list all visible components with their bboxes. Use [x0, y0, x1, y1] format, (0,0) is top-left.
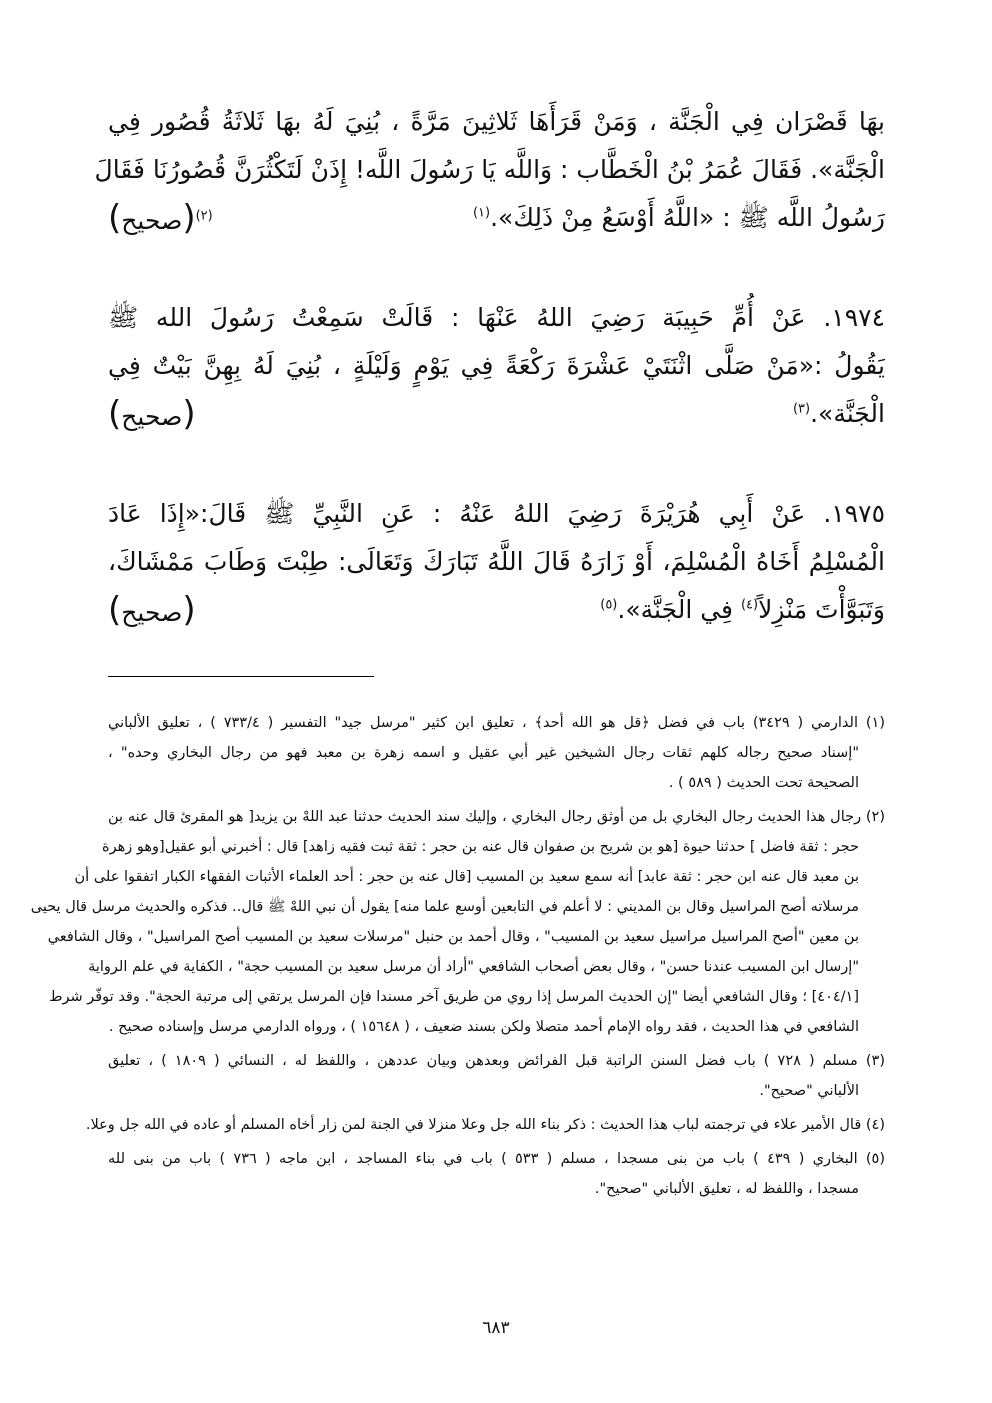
text-segment: وَتَبَوَّأْتَ مَنْزِلاً [758, 595, 885, 624]
text-segment: رَسُولُ اللَّه ﷺ : «اللَّهُ أَوْسَعُ مِنْ ذَلِكَ». [490, 203, 885, 232]
footnote-3 [108, 1046, 885, 1106]
text-line [108, 586, 885, 634]
text-line [108, 390, 885, 438]
footnote-line: الألباني "صحيح". [759, 1083, 859, 1099]
hadith-1973-continued [94, 98, 885, 242]
footnote-1 [108, 708, 885, 798]
footnote-5 [108, 1144, 885, 1204]
grade-text: صحيح [121, 402, 183, 431]
grade-label: $^{(٢)}$(صحيح) [108, 198, 213, 238]
hadith-1975 [108, 490, 885, 634]
footnote-line: مسجدا ، واللفظ له ، تعليق الألباني "صحيح". [594, 1181, 859, 1197]
footnote-line: "إرسال ابن المسيب عندنا حسن" ، وقال بعض أصحاب الشافعي "أراد أن مرسل سعيد بن المسيب حجة" ، الكفاية في علم الرواية [88, 959, 859, 975]
main-text [94, 98, 885, 686]
grade-text: صحيح [121, 206, 183, 235]
footnote-line: (٢) رجال هذا الحديث رجال البخاري بل من أوثق رجال البخاري ، وإليك سند الحديث حدثنا عبد اللهْ بن يزيد[ هو المقرئ قال عنه بن [108, 809, 885, 825]
footnote-line: مرسلاته أصح المراسيل وقال بن المديني : لا أعلم في التابعين أوسع علما منه] يقول أن نبي اللهْ ﷺ قال.. فذكره والحديث مرسل قال يحيى [30, 899, 859, 915]
footnote-2 [30, 802, 885, 1042]
footnote-line: (٤) قال الأمير علاء في ترجمته لباب هذا الحديث : ذكر بناء الله جل وعلا منزلا في الجنة لمن زار أخاه المسلم أو عاده في الله جل وعلا. [85, 1117, 885, 1133]
text-line [108, 194, 885, 242]
text-line: الْجَنَّة». فَقَالَ عُمَرُ بْنُ الْخَطَّاب : وَاللَّه يَا رَسُولَ اللَّه! إِذَنْ لَتَكْثُرَنَّ قُصُورُنَا فَقَالَ [94, 155, 885, 184]
footnote-line: "إسناد صحيح رجاله كلهم ثقات رجال الشيخين غير أبي عقيل و اسمه زهرة بن معبد فهو من رجال البخاري وحده" ، [108, 745, 859, 761]
footnote-line: بن معين "أصح المراسيل مراسيل سعيد بن المسيب" ، وقال أحمد بن حنبل "مرسلات سعيد بن المسيب أصح المراسيل" ، وقال الشافعي [47, 929, 859, 945]
footnote-line: (٥) البخاري ( ٤٣٩ ) باب من بنى مسجدا ، مسلم ( ٥٣٣ ) باب في بناء المساجد ، ابن ماجه ( ٧٣٦ ) باب من بنى لله [108, 1151, 885, 1167]
text-line: الْمُسْلِمُ أَخَاهُ الْمُسْلِمَ، أَوْ زَارَهُ قَالَ اللَّهُ تَبَارَكَ وَتَعَالَى: طِبْتَ وَطَابَ مَمْشَاكَ، [108, 547, 885, 576]
text-line: بهَا قَصْرَان فِي الْجَنَّة ، وَمَنْ قَرَأَهَا ثَلاثِينَ مَرَّةً ، بُنِيَ لَهُ بهَا ثَلاثَةُ قُصُور فِي [108, 107, 885, 136]
grade-text: صحيح [121, 598, 183, 627]
footnotes [30, 708, 885, 1208]
footnote-line: [٤٠٤/١] ؛ وقال الشافعي أيضا "إن الحديث المرسل إذا روي من طريق آخر مسندا فإن المرسل يرتقي إلى مرتبة الحجة". وقد توفّر شرط [49, 989, 859, 1005]
footnote-line: حجر : ثقة فاضل ] حدثنا حيوة [هو بن شريح بن صفوان قال عنه بن حجر : ثقة ثبت فقيه زاهد] قال : أخبرني أبو عقيل[وهو زهرة [102, 839, 859, 855]
text-line: ١٩٧٥. عَنْ أَبِي هُرَيْرَةَ رَضِيَ اللهُ عَنْهُ : عَنِ النَّبِيِّ ﷺ قَالَ:«إِذَا عَادَ [108, 499, 885, 528]
footnote-ref[interactable]: (٥) [600, 597, 618, 613]
footnote-line: الشافعي في هذا الحديث ، فقد رواه الإمام أحمد متصلا ولكن بسند ضعيف ، ( ١٥٦٤٨ ) ، ورواه الدارمي مرسل وإسناده صحيح . [108, 1019, 859, 1035]
grade-label: (صحيح) [108, 394, 196, 434]
grade-label: (صحيح) [108, 590, 196, 630]
text-line: ١٩٧٤. عَنْ أُمِّ حَبِيبَة رَضِيَ اللهُ عَنْهَا : قَالَتْ سَمِعْتُ رَسُولَ الله ﷺ [108, 303, 885, 332]
footnote-line: (٣) مسلم ( ٧٢٨ ) باب فضل السنن الراتبة قبل الفرائض وبعدهن وبيان عددهن ، واللفظ له ، النسائي ( ١٨٠٩ ) ، تعليق [108, 1053, 885, 1069]
footnote-line: الصحيحة تحت الحديث ( ٥٨٩ ) . [668, 775, 859, 791]
footnote-ref[interactable]: (٤) [740, 597, 759, 613]
page-number: ٦٨٣ [482, 1318, 510, 1338]
footnote-line: (١) الدارمي ( ٣٤٢٩) باب في فضل ﴿قل هو الله أحد﴾ ، تعليق ابن كثير "مرسل جيد" التفسير ( ٧٣٣/٤ ) ، تعليق الألباني [108, 715, 885, 731]
text-segment: الْجَنَّة». [810, 399, 885, 428]
footnote-4 [85, 1110, 885, 1140]
text-segment: فِي الْجَنَّة». [617, 595, 741, 624]
footnote-ref[interactable]: (٢) [195, 208, 213, 224]
hadith-1974 [108, 294, 885, 438]
footnote-ref[interactable]: (١) [472, 205, 491, 221]
footnote-divider [108, 676, 374, 677]
footnote-ref[interactable]: (٣) [792, 401, 811, 417]
footnote-line: بن معبد قال عنه ابن حجر : ثقة عابد] أنه سمع سعيد بن المسيب [قال عنه بن حجر : أحد العلماء الأثبات الفقهاء الكبار اتفقوا على أن [74, 869, 859, 885]
text-line: يَقُولُ :«مَنْ صَلَّى اثْنَتَيْ عَشْرَةَ رَكْعَةً فِي يَوْمٍ وَلَيْلَةٍ ، بُنِيَ لَهُ بِهِنَّ بَيْتٌ فِي [108, 351, 885, 380]
